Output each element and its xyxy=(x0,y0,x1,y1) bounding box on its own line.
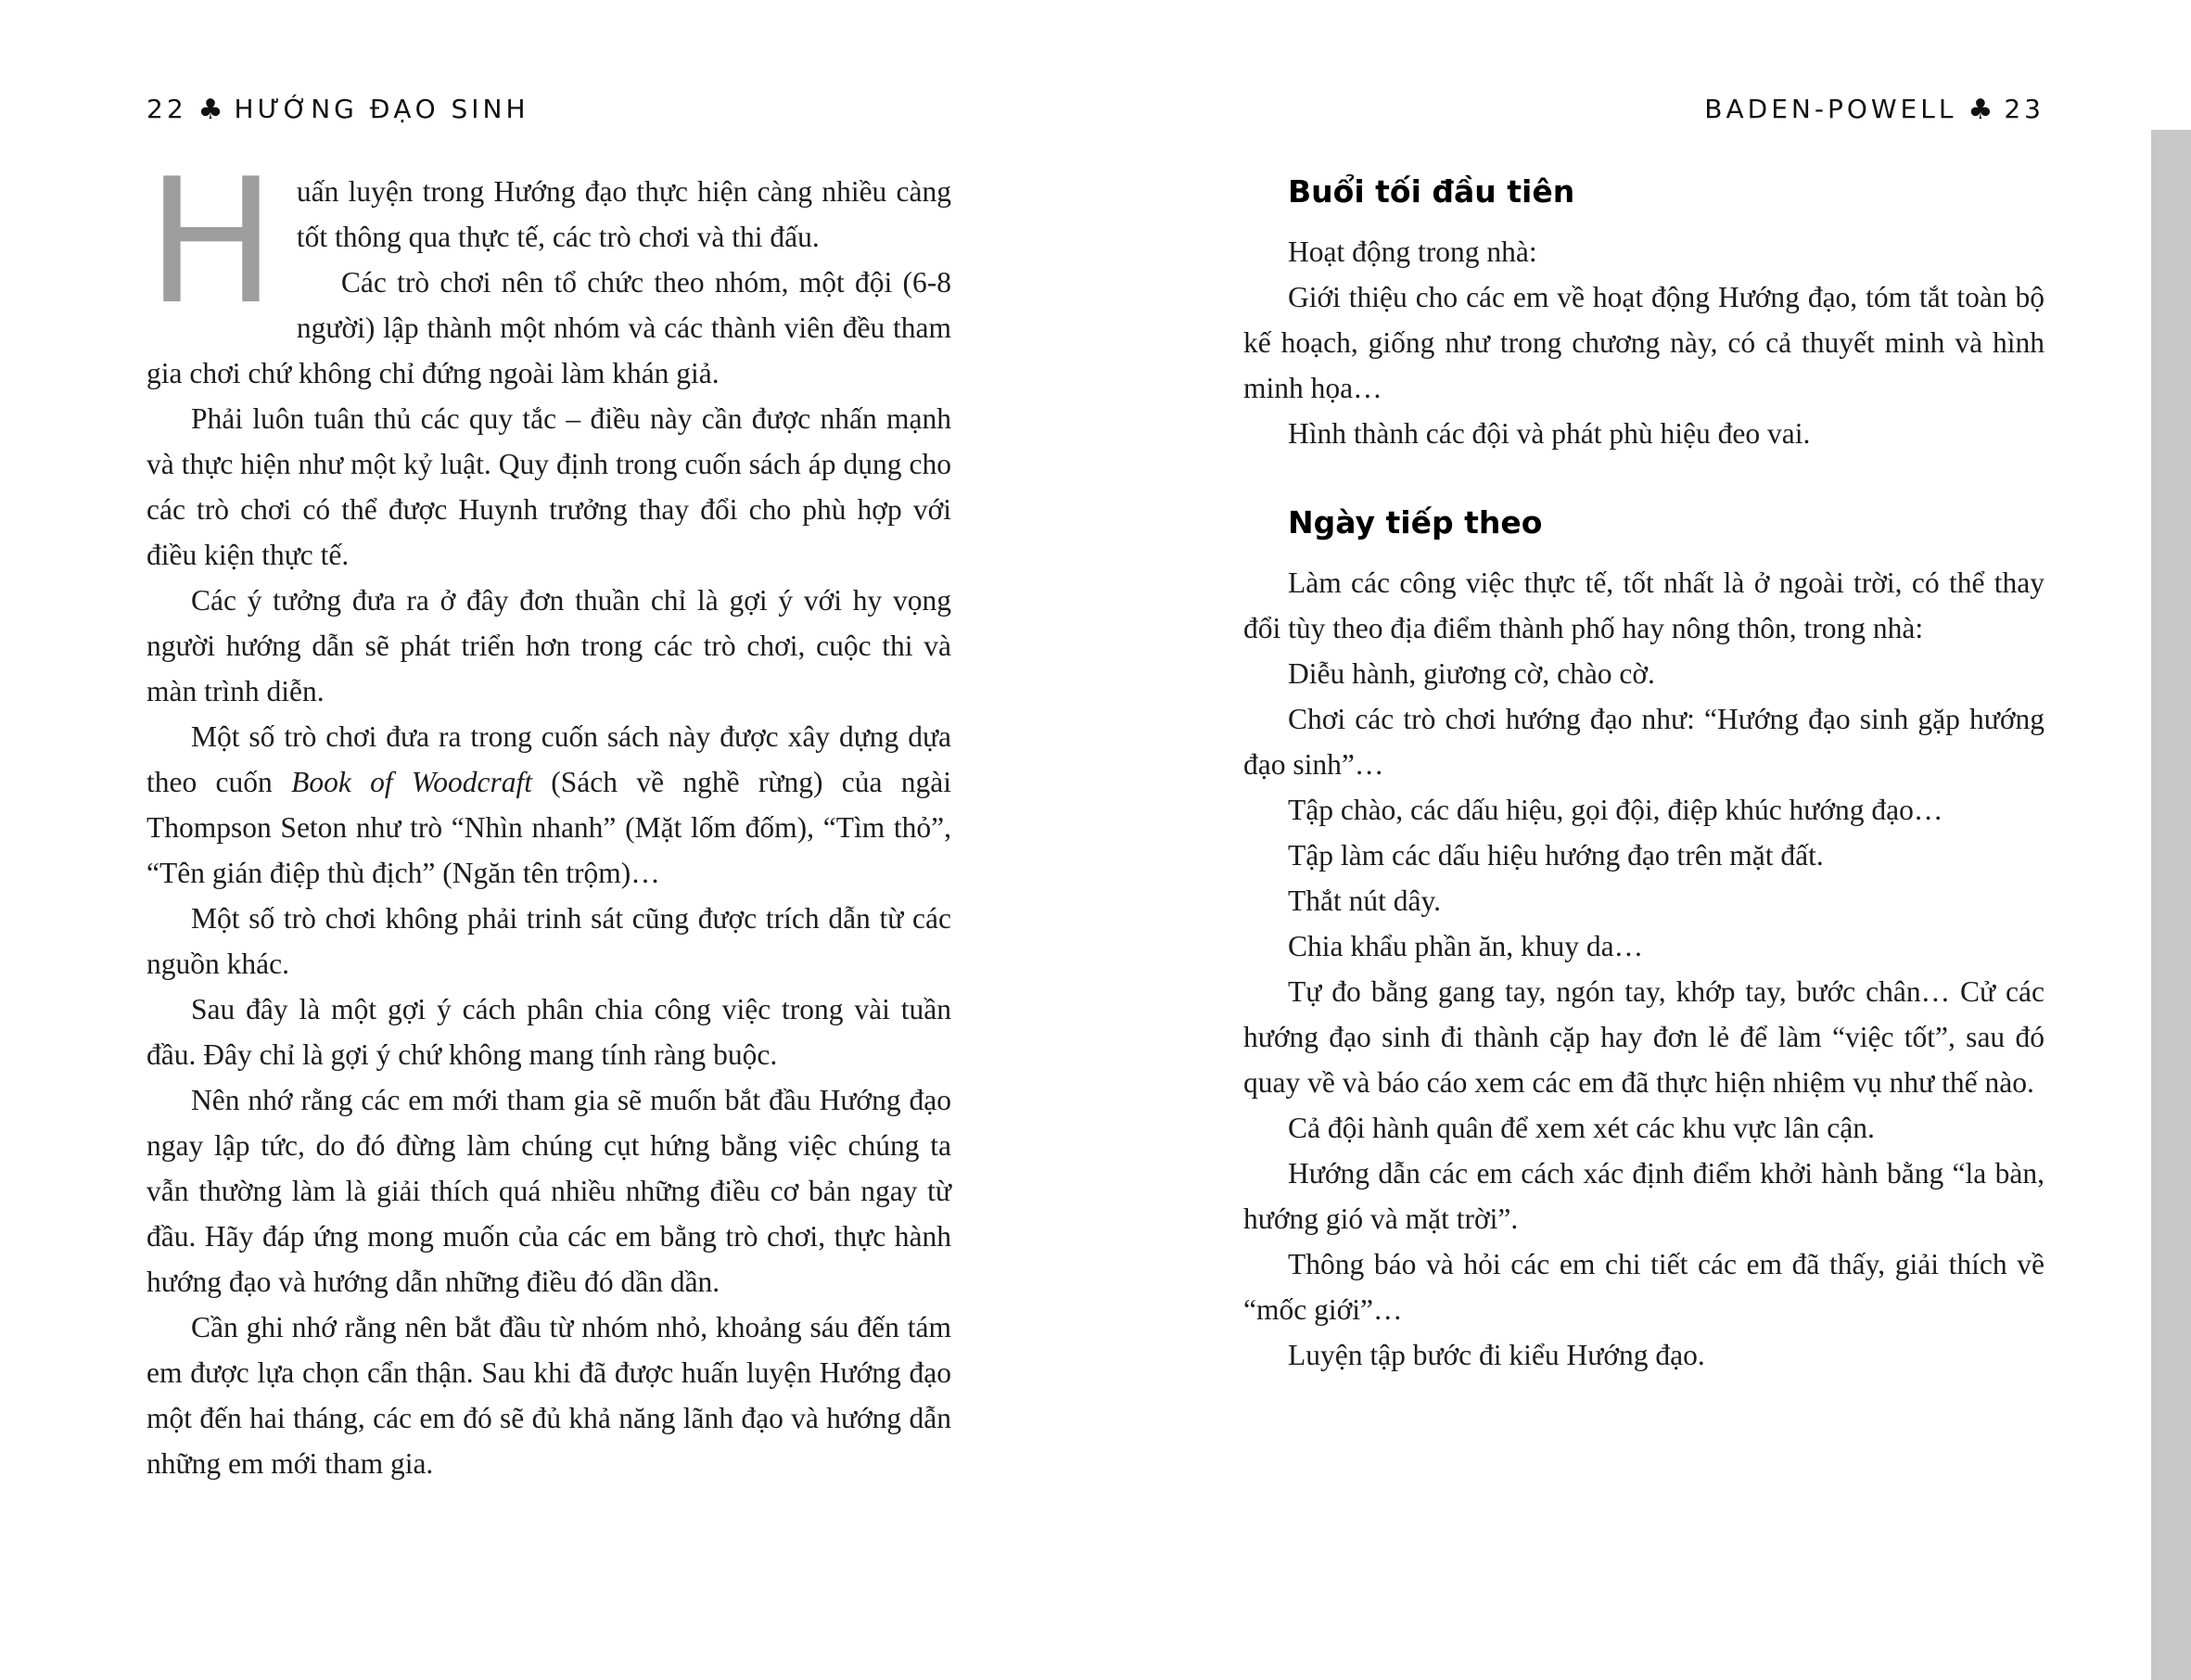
right-page-body xyxy=(1243,169,2045,1378)
section-heading: Buổi tối đầu tiên xyxy=(1288,173,1575,210)
paragraph-text: uấn luyện trong Hướng đạo thực hiện càng nhiều càng tốt thông qua thực tế, các trò chơi và thi đấu. xyxy=(296,175,951,253)
paragraph: Tập làm các dấu hiệu hướng đạo trên mặt đất. xyxy=(1288,839,1824,872)
drop-cap: H xyxy=(146,141,276,342)
paragraph: Cần ghi nhớ rằng nên bắt đầu từ nhóm nhỏ, khoảng sáu đến tám em được lựa chọn cẩn thận. Sau khi đã được huấn luyện Hướng đạo một đến hai tháng, các em đó sẽ đủ khả năng lãnh đạo và hướng dẫn những em mới tham gia. xyxy=(146,1311,951,1480)
right-page-header xyxy=(1243,93,2045,125)
paragraph: Giới thiệu cho các em về hoạt động Hướng đạo, tóm tắt toàn bộ kế hoạch, giống như trong chương này, có cả thuyết minh và hình minh họa… xyxy=(1243,281,2045,404)
paragraph: Hình thành các đội và phát phù hiệu đeo vai. xyxy=(1288,417,1811,450)
paragraph: Thông báo và hỏi các em chi tiết các em đã thấy, giải thích về “mốc giới”… xyxy=(1243,1248,2045,1326)
paragraph: Tập chào, các dấu hiệu, gọi đội, điệp khúc hướng đạo… xyxy=(1288,794,1943,826)
paragraph: Luyện tập bước đi kiểu Hướng đạo. xyxy=(1288,1339,1705,1371)
paragraph-text: Một số trò chơi đưa ra trong cuốn sách này được xây dựng dựa theo cuốn xyxy=(146,720,951,798)
paragraph: Thắt nút dây. xyxy=(1288,885,1442,917)
section-first-evening xyxy=(1243,169,2045,456)
paragraph: Hoạt động trong nhà: xyxy=(1288,235,1537,268)
paragraph: Sau đây là một gợi ý cách phân chia công việc trong vài tuần đầu. Đây chỉ là gợi ý chứ không mang tính ràng buộc. xyxy=(146,993,951,1071)
left-page-header xyxy=(146,93,529,125)
clover-icon: ♣ xyxy=(197,94,223,126)
paragraph: Các ý tưởng đưa ra ở đây đơn thuần chỉ là gợi ý với hy vọng người hướng dẫn sẽ phát triển hơn trong các trò chơi, cuộc thi và màn trình diễn. xyxy=(146,584,951,707)
paragraph: Cả đội hành quân để xem xét các khu vực lân cận. xyxy=(1288,1112,1875,1144)
paragraph: Làm các công việc thực tế, tốt nhất là ở ngoài trời, có thể thay đổi tùy theo địa điểm thành phố hay nông thôn, trong nhà: xyxy=(1243,566,2045,644)
paragraph-text: (Sách về nghề rừng) của ngài Thompson Seton như trò “Nhìn nhanh” (Mặt lốm đốm), “Tìm thỏ”, “Tên gián điệp thù địch” (Ngăn tên trộm)… xyxy=(146,766,951,889)
paragraph xyxy=(146,714,951,896)
left-page-body xyxy=(146,141,951,1486)
clover-icon: ♣ xyxy=(1968,94,1994,126)
paragraph: Một số trò chơi không phải trinh sát cũng được trích dẫn từ các nguồn khác. xyxy=(146,902,951,980)
paragraph: Hướng dẫn các em cách xác định điểm khởi hành bằng “la bàn, hướng gió và mặt trời”. xyxy=(1243,1157,2045,1235)
section-next-day xyxy=(1243,500,2045,1378)
paragraph: Chia khẩu phần ăn, khuy da… xyxy=(1288,930,1644,962)
left-page-number: 22 xyxy=(146,94,187,124)
right-page-number: 23 xyxy=(2004,94,2045,124)
left-header-title: HƯỚNG ĐẠO SINH xyxy=(234,94,529,124)
paragraph: Nên nhớ rằng các em mới tham gia sẽ muốn bắt đầu Hướng đạo ngay lập tức, do đó đừng làm chúng cụt hứng bằng việc chúng ta vẫn thường làm là giải thích quá nhiều những điều cơ bản ngay từ đầu. Hãy đáp ứng mong muốn của các em bằng trò chơi, thực hành hướng đạo và hướng dẫn những điều đó dần dần. xyxy=(146,1084,951,1298)
right-header-title: BADEN-POWELL xyxy=(1704,94,1957,124)
paragraph: Phải luôn tuân thủ các quy tắc – điều này cần được nhấn mạnh và thực hiện như một kỷ luật. Quy định trong cuốn sách áp dụng cho các trò chơi có thể được Huynh trưởng thay đổi cho phù hợp với điều kiện thực tế. xyxy=(146,402,951,571)
paragraph: Các trò chơi nên tổ chức theo nhóm, một đội (6-8 người) lập thành một nhóm và các thành viên đều tham gia chơi chứ không chỉ đứng ngoài làm khán giả. xyxy=(146,266,951,389)
book-title-italic: Book of Woodcraft xyxy=(291,766,532,798)
paragraph: Diễu hành, giương cờ, chào cờ. xyxy=(1288,657,1655,690)
paragraph: Tự đo bằng gang tay, ngón tay, khớp tay, bước chân… Cử các hướng đạo sinh đi thành cặp hay đơn lẻ để làm “việc tốt”, sau đó quay về và báo cáo xem các em đã thực hiện nhiệm vụ như thế nào. xyxy=(1243,975,2045,1099)
section-heading: Ngày tiếp theo xyxy=(1288,504,1543,541)
scan-edge-strip xyxy=(2151,130,2191,1680)
paragraph: Chơi các trò chơi hướng đạo như: “Hướng đạo sinh gặp hướng đạo sinh”… xyxy=(1243,703,2045,781)
